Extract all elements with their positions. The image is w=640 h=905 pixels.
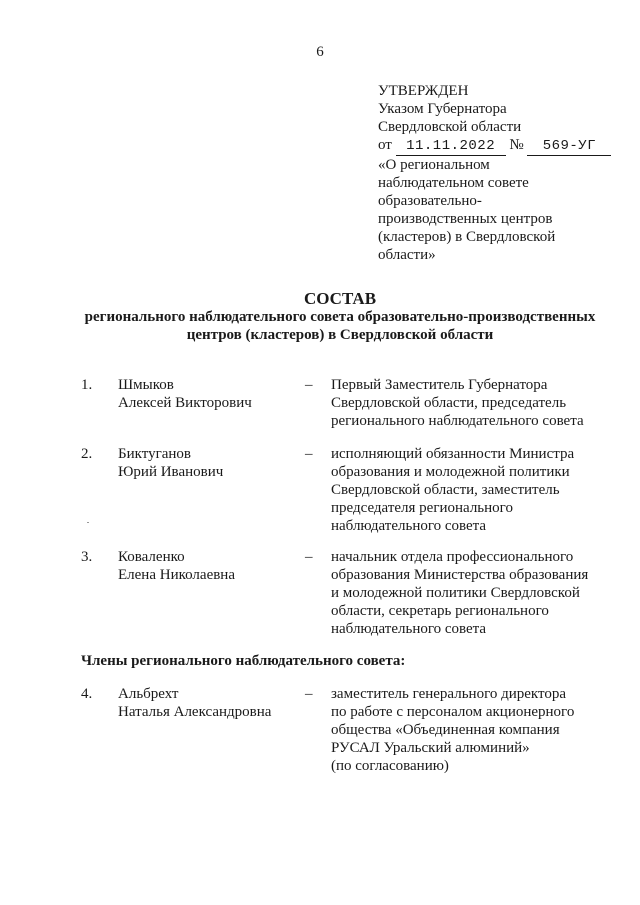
decree-title-line: «О региональном [378, 157, 490, 173]
position-line: образования и молодежной политики [331, 464, 570, 480]
position-line: и молодежной политики Свердловской [331, 585, 580, 601]
position-line: Свердловской области, заместитель [331, 482, 560, 498]
member-name [118, 685, 271, 721]
member-surname: Шмыков [118, 377, 174, 393]
approval-status: УТВЕРЖДЕН [378, 83, 469, 99]
separator-dash: – [305, 446, 313, 462]
member-position [331, 445, 601, 535]
separator-dash: – [305, 686, 313, 702]
position-line: Первый Заместитель Губернатора [331, 377, 548, 393]
position-line: РУСАЛ Уральский алюминий» [331, 740, 530, 756]
member-surname: Альбрехт [118, 686, 179, 702]
position-line: наблюдательного совета [331, 518, 487, 534]
position-line: наблюдательного совета [331, 621, 487, 637]
position-line: области, секретарь регионального [331, 603, 549, 619]
date-prefix: от [378, 137, 392, 153]
approval-block [378, 82, 618, 264]
member-position [331, 685, 601, 775]
position-line: Свердловской области, председатель [331, 395, 567, 411]
position-line: председателя регионального [331, 500, 513, 516]
position-line: регионального наблюдательного совета [331, 413, 584, 429]
member-given-names: Елена Николаевна [118, 567, 235, 583]
members-section-heading: Члены регионального наблюдательного совета: [81, 653, 406, 669]
member-number: 4. [81, 686, 93, 702]
approval-by: Указом Губернатора [378, 101, 507, 117]
decree-number: 569-УГ [527, 137, 611, 156]
decree-date: 11.11.2022 [396, 137, 506, 156]
position-line: исполняющий обязанности Министра [331, 446, 575, 462]
separator-dash: – [305, 377, 313, 393]
document-heading: СОСТАВ [303, 289, 377, 308]
member-given-names: Наталья Александровна [118, 704, 272, 720]
member-position [331, 376, 601, 430]
member-name [118, 445, 223, 481]
member-position [331, 548, 601, 638]
member-number: 1. [81, 377, 93, 393]
member-number: 2. [81, 446, 93, 462]
member-given-names: Алексей Викторович [118, 395, 252, 411]
member-given-names: Юрий Иванович [118, 464, 224, 480]
document-subtitle-line: центров (кластеров) в Свердловской области [186, 327, 494, 343]
separator-dash: – [305, 549, 313, 565]
member-name [118, 548, 235, 584]
approval-date-number-line [378, 136, 618, 156]
decree-title-line: производственных центров [378, 211, 553, 227]
member-number: 3. [81, 549, 93, 565]
position-line: общества «Объединенная компания [331, 722, 560, 738]
decree-title-line: области» [378, 247, 436, 263]
margin-mark [87, 522, 89, 523]
decree-title-line: (кластеров) в Свердловской [378, 229, 556, 245]
position-line: заместитель генерального директора [331, 686, 567, 702]
position-line: начальник отдела профессионального [331, 549, 574, 565]
member-surname: Биктуганов [118, 446, 192, 462]
position-line: по работе с персоналом акционерного [331, 704, 575, 720]
decree-title-line: образовательно- [378, 193, 482, 209]
position-line: образования Министерства образования [331, 567, 589, 583]
member-name [118, 376, 252, 412]
position-line: (по согласованию) [331, 758, 449, 774]
page-number: 6 [316, 44, 324, 60]
decree-title-line: наблюдательном совете [378, 175, 529, 191]
document-subtitle-line: регионального наблюдательного совета образовательно-производственных [84, 309, 596, 325]
member-surname: Коваленко [118, 549, 185, 565]
approval-region: Свердловской области [378, 119, 522, 135]
number-prefix: № [509, 137, 524, 153]
